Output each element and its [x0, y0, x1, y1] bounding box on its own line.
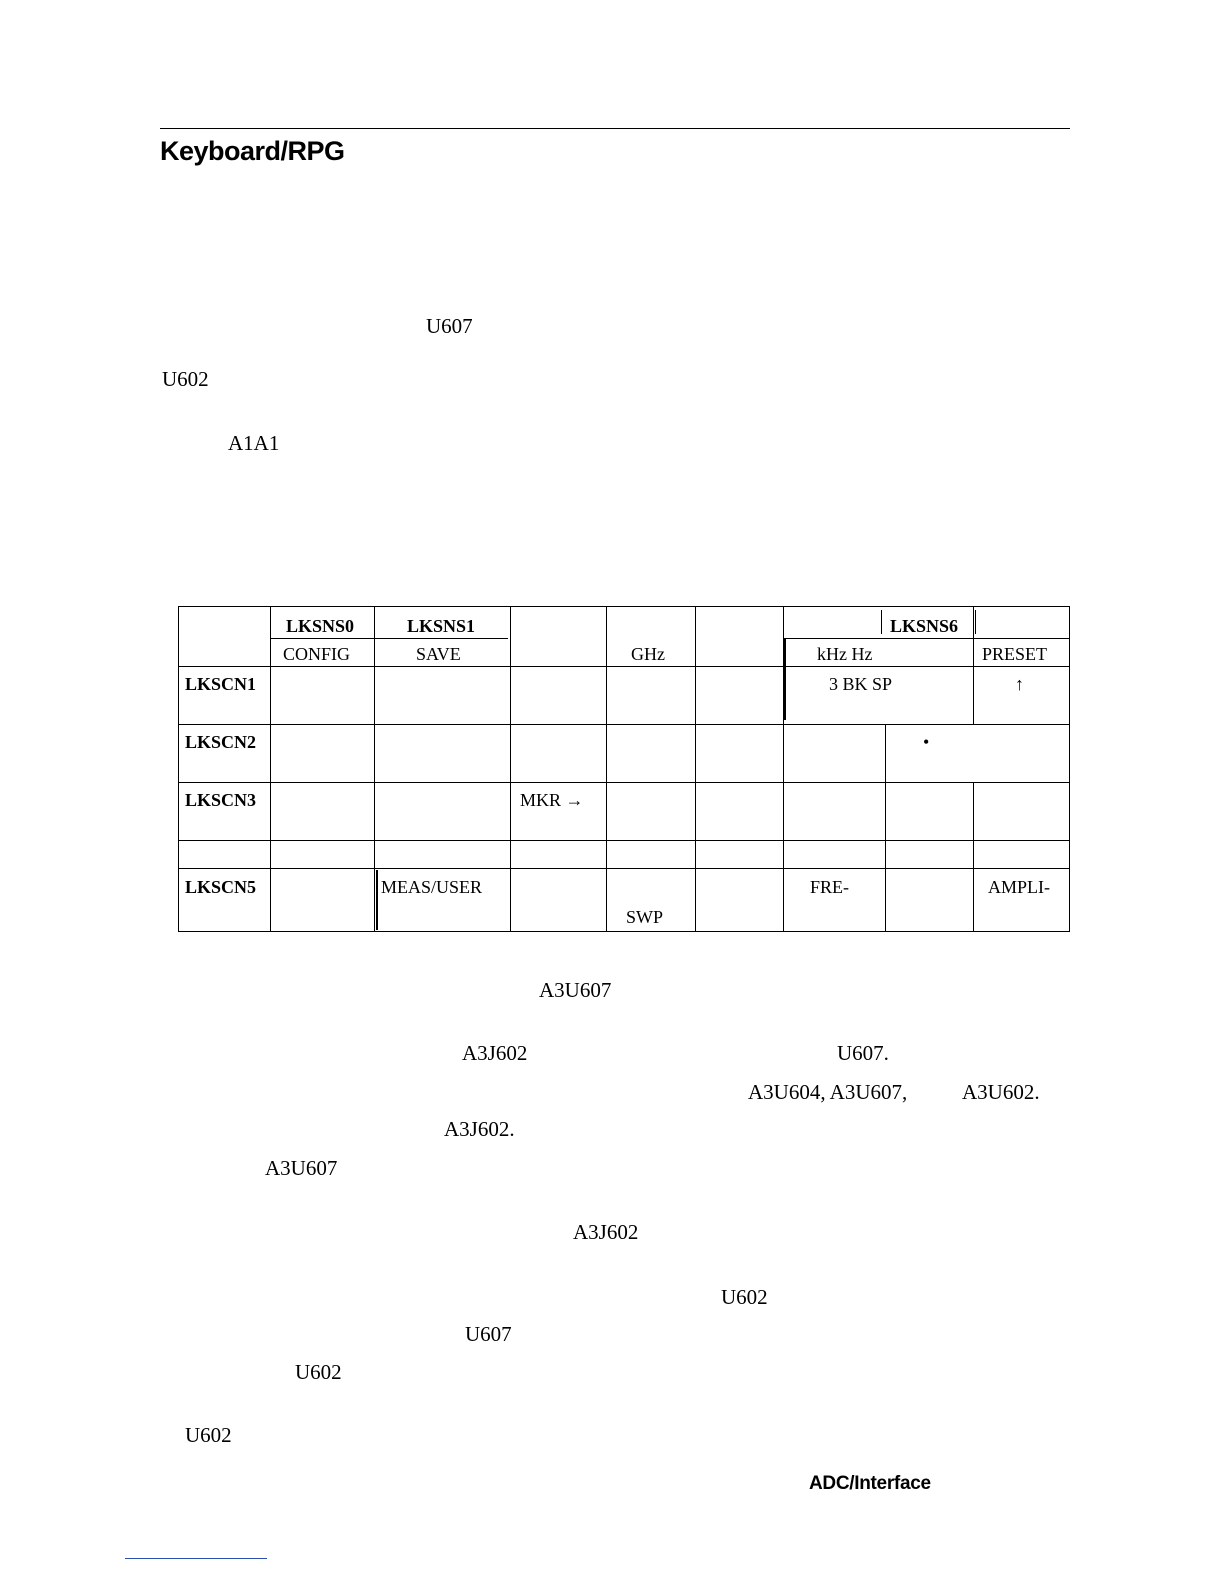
ref-u607: U607 [426, 314, 473, 338]
key-fre: FRE- [810, 877, 850, 897]
ref-u602-2: U602 [721, 1285, 768, 1309]
key-ghz: GHz [631, 644, 665, 664]
key-meas-user: MEAS/USER [381, 877, 483, 897]
key-config: CONFIG [283, 644, 351, 664]
key-preset: PRESET [982, 644, 1048, 664]
key-swp: SWP [626, 907, 664, 927]
key-mkr: MKR → [520, 790, 584, 810]
ref-a3j602: A3J602 [462, 1041, 528, 1065]
scan-lkscn1: LKSCN1 [185, 674, 257, 694]
scan-lkscn5: LKSCN5 [185, 877, 257, 897]
scan-lkscn3: LKSCN3 [185, 790, 257, 810]
key-dot: • [923, 732, 930, 752]
footer-rule [125, 1558, 267, 1559]
key-3-bksp: 3 BK SP [829, 674, 893, 694]
sense-lksns0: LKSNS0 [286, 616, 355, 636]
scan-lkscn2: LKSCN2 [185, 732, 257, 752]
ref-a3u607-2: A3U607 [265, 1156, 338, 1180]
ref-u607-period: U607. [837, 1041, 889, 1065]
ref-a3u602-period: A3U602. [962, 1080, 1040, 1104]
sense-lksns1: LKSNS1 [407, 616, 476, 636]
ref-u602-3: U602 [295, 1360, 342, 1384]
footer-label: ADC/Interface [809, 1473, 931, 1494]
ref-a3u604-a3u607: A3U604, A3U607, [748, 1080, 908, 1104]
keyboard-matrix-table [178, 606, 1070, 932]
key-khz-hz: kHz Hz [817, 644, 873, 664]
ref-a3j602-period: A3J602. [444, 1117, 515, 1141]
ref-u607-2: U607 [465, 1322, 512, 1346]
section-title: Keyboard/RPG [160, 136, 345, 166]
ref-u602: U602 [162, 367, 209, 391]
key-save: SAVE [416, 644, 461, 664]
ref-u602-4: U602 [185, 1423, 232, 1447]
sense-lksns6: LKSNS6 [890, 616, 959, 636]
header-rule [160, 128, 1070, 129]
ref-a1a1: A1A1 [228, 431, 280, 455]
key-up-arrow: ↑ [1015, 674, 1024, 694]
key-ampli: AMPLI- [988, 877, 1050, 897]
ref-a3u607: A3U607 [539, 978, 612, 1002]
ref-a3j602-2: A3J602 [573, 1220, 639, 1244]
